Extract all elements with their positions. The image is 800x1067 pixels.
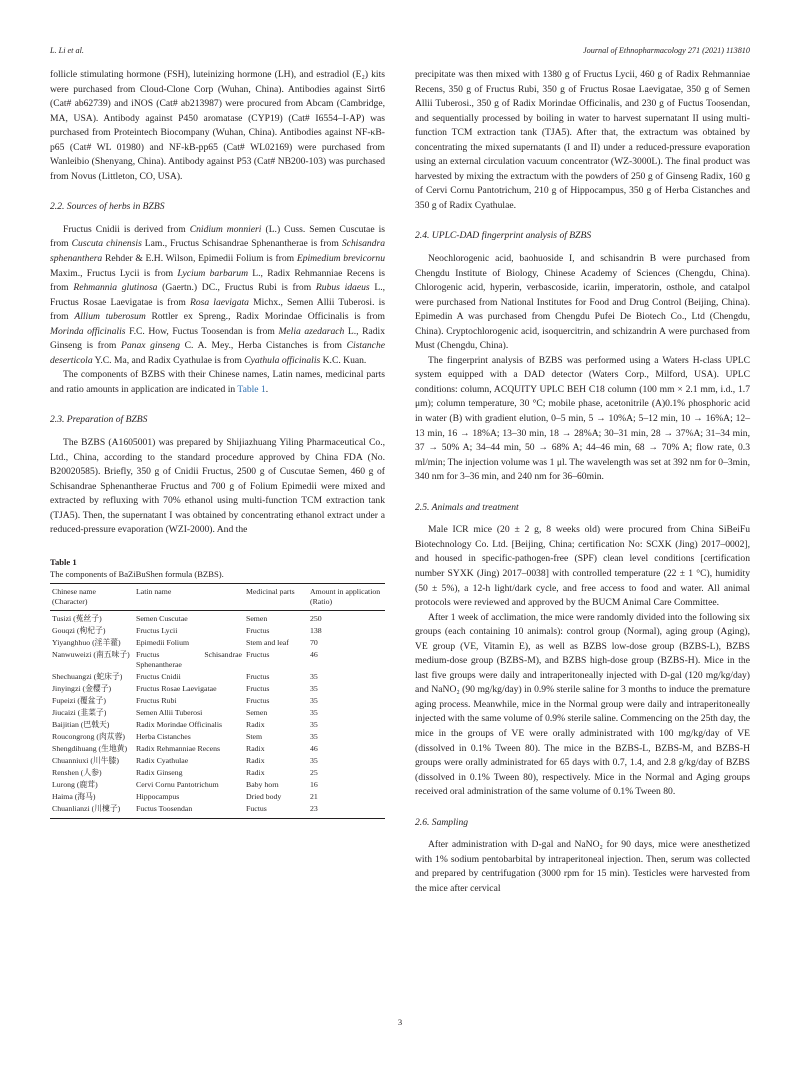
cell-latin-name: Herba Cistanches (136, 731, 191, 741)
cell-amount: 16 (310, 779, 318, 789)
table-header-row (50, 583, 385, 610)
cell-amount: 35 (310, 695, 318, 705)
cell-medicinal-part: Fructus (246, 671, 270, 681)
table-row (50, 779, 385, 791)
cell-amount: 35 (310, 719, 318, 729)
table-row (50, 695, 385, 707)
table-row (50, 719, 385, 731)
cell-latin-name: Hippocampus (136, 791, 180, 801)
cell-medicinal-part: Stem (246, 731, 263, 741)
table-row (50, 743, 385, 755)
cell-amount: 35 (310, 707, 318, 717)
cell-amount: 21 (310, 791, 318, 801)
cell-latin-name: Fructus Schisandrae Sphenantherae (136, 649, 242, 669)
cell-medicinal-part: Semen (246, 707, 268, 717)
cell-latin-name: Semen Cuscutae (136, 613, 188, 623)
table-1 (50, 556, 385, 819)
table-body (50, 610, 385, 818)
cell-medicinal-part: Semen (246, 613, 268, 623)
cell-chinese-name: Shechuangzi (蛇床子) (52, 671, 123, 681)
cell-medicinal-part: Fructus (246, 649, 270, 659)
cell-medicinal-part: Radix (246, 719, 265, 729)
table-row (50, 625, 385, 637)
cell-latin-name: Fructus Rosae Laevigatae (136, 683, 217, 693)
cell-amount: 35 (310, 683, 318, 693)
table-row (50, 671, 385, 683)
right-column (415, 68, 750, 896)
cell-amount: 70 (310, 637, 318, 647)
paragraph-reference-standards: Neochlorogenic acid, baohuoside I, and schisandrin B were purchased from Chengdu Institute of Biology, Chinese Academy of Sciences (Chengdu, China). Chlorogenic acid, hyperin, verbascoside, icariin, imperatorin, osthole, and catalpol were purchased from National Institutes for Food and Drug Control (Beijing, China). Epimedin A was purchased from Chengdu Pufei De Biotech Co., Ltd (Chengdu, China). Cryptochlorogenic acid, isoquercitrin, and schizandrin A were purchased from Must (Chengdu, China). (415, 253, 750, 352)
cell-medicinal-part: Radix (246, 755, 265, 765)
cell-latin-name: Fructus Lycii (136, 625, 178, 635)
cell-medicinal-part: Fuctus (244, 803, 308, 819)
cell-medicinal-part: Fructus (246, 683, 270, 693)
paragraph-components-reference: The components of BZBS with their Chinese names, Latin names, medicinal parts and ratio amounts in application are indicated in Table 1. (50, 369, 385, 395)
cell-chinese-name: Chuanniuxi (川牛膝) (52, 755, 119, 765)
cell-medicinal-part: Baby horn (246, 779, 279, 789)
left-column (50, 68, 385, 819)
cell-medicinal-part: Radix (246, 743, 265, 753)
cell-amount: 23 (308, 803, 385, 819)
cell-medicinal-part: Fructus (246, 625, 270, 635)
cell-latin-name: Fructus Rubi (136, 695, 177, 705)
running-header-journal: Journal of Ethnopharmacology 271 (2021) 113810 (583, 46, 750, 55)
paragraph-sampling: After administration with D-gal and NaNO₂ for 90 days, mice were anesthetized with 1% sodium pentobarbital by intraperitoneal injection. Then, serum was collected and prepared by centrifugation (3000 rpm for 15 min). Testicles were harvested from the mice after cervical (415, 839, 750, 894)
cell-chinese-name: Shengdihuang (生地黄) (52, 743, 128, 753)
cell-latin-name: Semen Allii Tuberosi (136, 707, 203, 717)
cell-medicinal-part: Dried body (246, 791, 282, 801)
cell-chinese-name: Haima (海马) (52, 791, 96, 801)
cell-chinese-name: Fupeizi (覆盆子) (52, 695, 106, 705)
cell-latin-name: Radix Cyathulae (136, 755, 189, 765)
cell-latin-name: Radix Ginseng (136, 767, 183, 777)
table-row (50, 610, 385, 625)
column-header-medicinal-parts: Medicinal parts (244, 583, 308, 610)
cell-chinese-name: Jiucaizi (韭菜子) (52, 707, 107, 717)
table-row (50, 649, 385, 671)
table-row (50, 767, 385, 779)
section-heading-2-6: 2.6. Sampling (415, 816, 469, 828)
table-row (50, 683, 385, 695)
cell-amount: 35 (310, 755, 318, 765)
running-header-authors: L. Li et al. (50, 46, 84, 55)
paragraph-preparation: The BZBS (A1605001) was prepared by Shijiazhuang Yiling Pharmaceutical Co., Ltd., China, according to the standard procedure approved by China FDA (No. B20020585). Briefly, 350 g of Cnidii Fructus, 2500 g of Cuscutae Semen, 460 g of Schisandrae Sphenantherae Fructus and 700 g of Folium Epimedii were mixed and extracted by refluxing with 70% ethanol using multi-function TCM extraction tank (TJA5). Then, the supernatant I was obtained by concentrating ethanol extract under a reduced-pressure evaporation (WZI-2000). And the (50, 437, 385, 536)
table-title: Table 1 (50, 556, 77, 567)
column-header-chinese-name: Chinese name (Character) (50, 583, 134, 610)
paragraph-antibodies: follicle stimulating hormone (FSH), luteinizing hormone (LH), and estradiol (E₂) kits were purchased from Cloud-Clone Corp (Wuhan, China). Antibodies against Sirt6 (Cat# ab62739) and iNOS (Cat# ab213987) were procured from Abcam (Cambridge, MA, USA). Antibody against P450 aromatase (CYP19) (Cat# I6554–I-AP) was purchased from Proteintech Biocompany (Wuhan, China). Antibodies against NF-κB-p65 (Cat# WL 01980) and NF-kB-pp65 (Cat# WL02169) were purchased from Wanleibio (Shenyang, China). Antibody against P53 (Cat# NB200-103) was purchased from Novus (Littleton, CO, USA). (50, 69, 385, 182)
table-row (50, 731, 385, 743)
cell-chinese-name: Roucongrong (肉苁蓉) (52, 731, 125, 741)
cell-medicinal-part: Radix (246, 767, 265, 777)
paragraph-treatment-groups: After 1 week of acclimation, the mice were randomly divided into the following six groups (each containing 10 animals): control group (Normal), aging group (Aging), VE group (VE, Vitamin E), as well as BZBS low-dose group (BZBS-L), BZBS medium-dose group (BZBS-M), and BZBS high-dose group (BZBS-H). Mice in the last five groups were daily and intraperitoneally injected with D-gal (120 mg/kg/day) and NaNO₂ (90 mg/kg/day) in 0.9% sterile saline for 3 months to induce the premature aging process. Meanwhile, mice in the Normal group were daily and intraperitoneally injected with the same volume of 0.9% sterile saline. Commencing on the 25th day, the mice in the groups of VE were orally administrated with 100 mg/kg/day of VE (dissolved in 0.1% Tween 80). The mice in the BZBS-L, BZBS-M, and BZBS-H groups were orally administrated for 65 days with 0.7, 1.4, and 2.8 g/kg/day of BZBS (dissolved in 0.1% Tween 80), respectively. Mice in the Normal and Aging groups received oral administration of the same volume of 0.1% Tween 80. (415, 611, 750, 798)
cell-amount: 250 (310, 613, 322, 623)
section-heading-2-3: 2.3. Preparation of BZBS (50, 414, 148, 426)
cell-chinese-name: Renshen (人参) (52, 767, 102, 777)
column-header-amount: Amount in application (Ratio) (308, 583, 385, 610)
column-header-latin-name: Latin name (134, 583, 244, 610)
cell-amount: 46 (310, 649, 318, 659)
cell-latin-name: Fuctus Toosendan (134, 803, 244, 819)
paragraph-precipitate: precipitate was then mixed with 1380 g of Fructus Lycii, 460 g of Radix Rehmanniae Recens, 350 g of Fructus Rubi, 350 g of Fructus Rosae Laevigatae, 350 g of Semen Allii Tuberosi., 350 g of Radix Morindae Officinalis, and 230 g of Fuctus Toosendan, and sequentially processed by boiling in water to harvest supernatant II using multi-function TCM extraction tank (TJA5). After that, the extractum was obtained by concentrating the mixed supernatants (I and II) under a reduced-pressure evaporation using an external circulation vacuum concentrator (WZ-3000L). The final product was harvested by mixing the extractum with the powders of 250 g of Ginseng Radix, 160 g of Cervi Cornu Pantotrichum, 210 g of Hippocampus, 350 g of Herba Cistanches and 350 g of Radix Cyathulae. (415, 69, 750, 211)
components-table (50, 583, 385, 819)
table-caption: The components of BaZiBuShen formula (BZBS). (50, 568, 224, 579)
cell-amount: 35 (310, 671, 318, 681)
table-1-link[interactable]: Table 1 (237, 383, 266, 395)
section-heading-2-5: 2.5. Animals and treatment (415, 501, 519, 513)
table-row (50, 707, 385, 719)
section-heading-2-2: 2.2. Sources of herbs in BZBS (50, 201, 165, 213)
cell-medicinal-part: Fructus (246, 695, 270, 705)
cell-amount: 46 (310, 743, 318, 753)
cell-latin-name: Radix Morindae Officinalis (136, 719, 223, 729)
cell-amount: 25 (310, 767, 318, 777)
cell-latin-name: Cervi Cornu Pantotrichum (136, 779, 219, 789)
cell-chinese-name: Gouqzi (枸杞子) (52, 625, 106, 635)
cell-latin-name: Epimedii Folium (136, 637, 190, 647)
cell-chinese-name: Tusizi (菟丝子) (52, 613, 102, 623)
cell-medicinal-part: Stem and leaf (246, 637, 289, 647)
paragraph-animals: Male ICR mice (20 ± 2 g, 8 weeks old) were procured from China SiBeiFu Biotechnology Co. Ltd. [Beijing, China; certification No: SCXK (Jing) 2017–0002], and housed in specific-pathogen-free (SPF) clean level conditions [certification number SYXK (Jing) 2017–0038] with controlled temperature (22 ± 1 °C), humidity (50 ± 5%), a 12-h light/dark cycle, and free access to food and water. All animal protocols were reviewed and approved by the BUCM Animal Care Committee. (415, 524, 750, 609)
section-heading-2-4: 2.4. UPLC-DAD fingerprint analysis of BZBS (415, 230, 592, 242)
paragraph-uplc-conditions: The fingerprint analysis of BZBS was performed using a Waters H-class UPLC system equipped with a DAD detector (Waters Corp., Milford, USA). UPLC conditions: column, ACQUITY UPLC BEH C18 column (100 mm × 2.1 mm, i.d., 1.7 μm); column temperature, 30 °C; mobile phase, acetonitrile (A)0.1% phosphoric acid in water (B) with gradient elution, 0–5 min, 5 → 10%A; 5–12 min, 10 → 16%A; 12–13 min, 16 → 18%A; 13–30 min, 18 → 28%A; 30–31 min, 28 → 37%A; 31–34 min, 37 → 50% A; 34–44 min, 50 → 68% A; 44–46 min, 68 → 70% A; flow rate, 0.3 ml/min; The injection volume was 1 μl. The wavelength was set at 392 nm for 0–3min, 340 nm for 3–36 min, and 240 nm for 36–60min. (415, 354, 750, 483)
cell-amount: 138 (310, 625, 322, 635)
table-row (50, 637, 385, 649)
cell-latin-name: Radix Rehmanniae Recens (136, 743, 221, 753)
table-row (50, 755, 385, 767)
cell-amount: 35 (310, 731, 318, 741)
page-number: 3 (397, 1017, 403, 1027)
table-row (50, 791, 385, 803)
cell-chinese-name: Baijitian (巴戟天) (52, 719, 110, 729)
cell-chinese-name: Lurong (鹿茸) (52, 779, 98, 789)
table-row (50, 803, 385, 819)
cell-chinese-name: Jinyingzi (金樱子) (52, 683, 112, 693)
paragraph-herb-sources: Fructus Cnidii is derived from Cnidium monnieri (L.) Cuss. Semen Cuscutae is from Cuscuta chinensis Lam., Fructus Schisandrae Sphenantherae is from Schisandra sphenanthera Rehder & E.H. Wilson, Epimedii Folium is from Epimedium brevicornu Maxim., Fructus Lycii is from Lycium barbarum L., Radix Rehmanniae Recens is from Rehmannia glutinosa (Gaertn.) DC., Fructus Rubi is from Rubus idaeus L., Fructus Rosae Laevigatae is from Rosa laevigata Michx., Semen Allii Tuberosi. is from Allium tuberosum Rottler ex Spreng., Radix Morindae Officinalis is from Morinda officinalis F.C. How, Fuctus Toosendan is from Melia azedarach L., Radix Ginseng is from Panax ginseng C. A. Mey., Herba Cistanches is from Cistanche deserticola Y.C. Ma, and Radix Cyathulae is from Cyathula officinalis K.C. Kuan. (50, 223, 386, 366)
cell-chinese-name: Yiyanghhuo (淫羊藿) (52, 637, 121, 647)
cell-latin-name: Fructus Cnidii (136, 671, 181, 681)
cell-chinese-name: Chuanlianzi (川楝子) (50, 803, 134, 819)
cell-chinese-name: Nanwuweizi (南五味子) (52, 649, 130, 659)
